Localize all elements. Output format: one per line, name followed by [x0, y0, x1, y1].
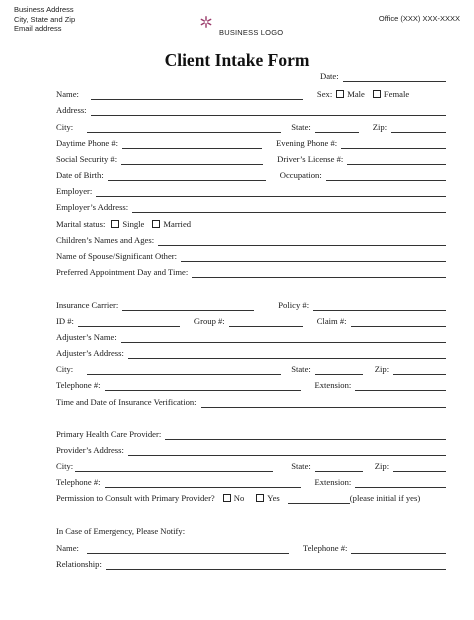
- appointment-label: Preferred Appointment Day and Time:: [56, 267, 189, 277]
- spouse-field[interactable]: [181, 252, 446, 262]
- single-label: Single: [122, 219, 145, 229]
- no-checkbox[interactable]: [223, 494, 231, 502]
- claim-field[interactable]: [351, 317, 446, 327]
- row-provider-address: [56, 442, 446, 456]
- claim-label: Claim #:: [316, 316, 347, 326]
- male-checkbox[interactable]: [336, 90, 344, 98]
- insurance-state-label: State:: [291, 364, 311, 374]
- row-address: [56, 102, 446, 116]
- row-date: [56, 68, 446, 82]
- provider-extension-label: Extension:: [314, 477, 352, 487]
- date-field[interactable]: [343, 72, 446, 82]
- insurance-telephone-label: Telephone #:: [56, 380, 101, 390]
- row-phones: [56, 135, 446, 149]
- name-label: Name:: [56, 89, 79, 99]
- insurance-telephone-field[interactable]: [105, 381, 301, 391]
- date-label: Date:: [320, 71, 339, 81]
- dob-field[interactable]: [108, 171, 266, 181]
- emergency-telephone-label: Telephone #:: [302, 543, 348, 553]
- row-emergency-heading: [56, 523, 446, 537]
- emergency-name-field[interactable]: [87, 544, 289, 554]
- initial-label: (please initial if yes): [349, 493, 421, 503]
- row-adjuster-address: [56, 345, 446, 359]
- row-provider-telephone: [56, 474, 446, 488]
- ssn-label: Social Security #:: [56, 154, 118, 164]
- city-field[interactable]: [87, 123, 281, 133]
- row-adjuster-name: [56, 329, 446, 343]
- row-permission: [56, 490, 446, 504]
- insurance-city-label: City:: [56, 364, 74, 374]
- initial-field[interactable]: [288, 494, 350, 504]
- row-appointment: [56, 264, 446, 278]
- provider-city-field[interactable]: [75, 462, 273, 472]
- appointment-field[interactable]: [192, 268, 446, 278]
- adjuster-address-label: Adjuster’s Address:: [56, 348, 124, 358]
- provider-telephone-field[interactable]: [105, 478, 301, 488]
- marital-status-label: Marital status:: [56, 219, 106, 229]
- married-checkbox[interactable]: [152, 220, 160, 228]
- drivers-license-label: Driver’s License #:: [277, 154, 344, 164]
- insurance-state-field[interactable]: [315, 365, 363, 375]
- verification-field[interactable]: [201, 398, 446, 408]
- provider-address-field[interactable]: [128, 446, 446, 456]
- row-marital-status: [56, 216, 446, 230]
- row-id-group-claim: [56, 313, 446, 327]
- occupation-field[interactable]: [326, 171, 446, 181]
- id-label: ID #:: [56, 316, 74, 326]
- primary-provider-field[interactable]: [165, 430, 446, 440]
- insurance-extension-label: Extension:: [314, 380, 352, 390]
- married-label: Married: [163, 219, 192, 229]
- sex-label: Sex:: [316, 89, 333, 99]
- provider-telephone-label: Telephone #:: [56, 477, 101, 487]
- group-label: Group #:: [193, 316, 225, 326]
- drivers-license-field[interactable]: [347, 155, 446, 165]
- row-employer-address: [56, 199, 446, 213]
- name-field[interactable]: [91, 90, 303, 100]
- verification-label: Time and Date of Insurance Verification:: [56, 397, 197, 407]
- row-insurance-telephone: [56, 377, 446, 391]
- male-label: Male: [347, 89, 365, 99]
- female-label: Female: [383, 89, 410, 99]
- row-ssn-license: [56, 151, 446, 165]
- city-label: City:: [56, 122, 74, 132]
- policy-label: Policy #:: [278, 300, 310, 310]
- evening-phone-label: Evening Phone #:: [276, 138, 338, 148]
- evening-phone-field[interactable]: [341, 139, 446, 149]
- address-label: Address:: [56, 105, 87, 115]
- provider-zip-field[interactable]: [393, 462, 446, 472]
- row-spouse: [56, 248, 446, 262]
- insurance-carrier-label: Insurance Carrier:: [56, 300, 119, 310]
- no-label: No: [233, 493, 245, 503]
- logo-star-icon: [200, 16, 212, 28]
- adjuster-name-field[interactable]: [121, 333, 446, 343]
- permission-label: Permission to Consult with Primary Provider?: [56, 493, 215, 503]
- zip-label: Zip:: [372, 122, 388, 132]
- state-label: State:: [291, 122, 311, 132]
- office-phone: Office (XXX) XXX-XXXX: [378, 14, 460, 23]
- daytime-phone-field[interactable]: [122, 139, 262, 149]
- provider-address-label: Provider’s Address:: [56, 445, 124, 455]
- relationship-label: Relationship:: [56, 559, 102, 569]
- state-field[interactable]: [315, 123, 359, 133]
- business-email: Email address: [14, 24, 62, 33]
- provider-extension-field[interactable]: [355, 478, 446, 488]
- business-city-state-zip: City, State and Zip: [14, 14, 76, 24]
- daytime-phone-label: Daytime Phone #:: [56, 138, 119, 148]
- provider-city-label: City:: [56, 461, 74, 471]
- children-field[interactable]: [158, 236, 446, 246]
- row-children: [56, 232, 446, 246]
- row-dob-occupation: [56, 167, 446, 181]
- employer-address-label: Employer’s Address:: [56, 202, 129, 212]
- provider-state-field[interactable]: [315, 462, 363, 472]
- row-insurance-verification: [56, 394, 446, 408]
- provider-state-label: State:: [291, 461, 311, 471]
- row-emergency-name: [56, 540, 446, 554]
- zip-field[interactable]: [391, 123, 446, 133]
- business-logo-text: BUSINESS LOGO: [219, 28, 284, 37]
- employer-address-field[interactable]: [132, 203, 446, 213]
- occupation-label: Occupation:: [279, 170, 322, 180]
- adjuster-name-label: Adjuster’s Name:: [56, 332, 117, 342]
- row-city-state-zip: [56, 119, 446, 133]
- yes-checkbox[interactable]: [256, 494, 264, 502]
- insurance-extension-field[interactable]: [355, 381, 446, 391]
- provider-zip-label: Zip:: [374, 461, 390, 471]
- insurance-carrier-field[interactable]: [122, 301, 254, 311]
- adjuster-address-field[interactable]: [128, 349, 446, 359]
- business-address-block: [14, 5, 75, 34]
- row-employer: [56, 183, 446, 197]
- children-label: Children’s Names and Ages:: [56, 235, 155, 245]
- female-checkbox[interactable]: [373, 90, 381, 98]
- single-checkbox[interactable]: [111, 220, 119, 228]
- business-address: Business Address: [14, 5, 74, 14]
- row-insurance-carrier: [56, 297, 446, 311]
- id-field[interactable]: [78, 317, 180, 327]
- insurance-city-field[interactable]: [87, 365, 281, 375]
- emergency-name-label: Name:: [56, 543, 79, 553]
- employer-field[interactable]: [96, 187, 446, 197]
- group-field[interactable]: [229, 317, 303, 327]
- employer-label: Employer:: [56, 186, 93, 196]
- dob-label: Date of Birth:: [56, 170, 104, 180]
- insurance-zip-label: Zip:: [374, 364, 390, 374]
- row-primary-provider: [56, 426, 446, 440]
- yes-label: Yes: [267, 493, 280, 503]
- primary-provider-label: Primary Health Care Provider:: [56, 429, 162, 439]
- relationship-field[interactable]: [106, 560, 446, 570]
- row-relationship: [56, 556, 446, 570]
- row-provider-city-state-zip: [56, 458, 446, 472]
- emergency-heading: In Case of Emergency, Please Notify:: [56, 526, 186, 536]
- spouse-label: Name of Spouse/Significant Other:: [56, 251, 178, 261]
- emergency-telephone-field[interactable]: [351, 544, 446, 554]
- policy-field[interactable]: [313, 301, 446, 311]
- address-field[interactable]: [91, 106, 446, 116]
- ssn-field[interactable]: [121, 155, 263, 165]
- insurance-zip-field[interactable]: [393, 365, 446, 375]
- row-name-sex: [56, 86, 446, 100]
- row-insurance-city-state-zip: [56, 361, 446, 375]
- form-title: Client Intake Form: [164, 50, 310, 70]
